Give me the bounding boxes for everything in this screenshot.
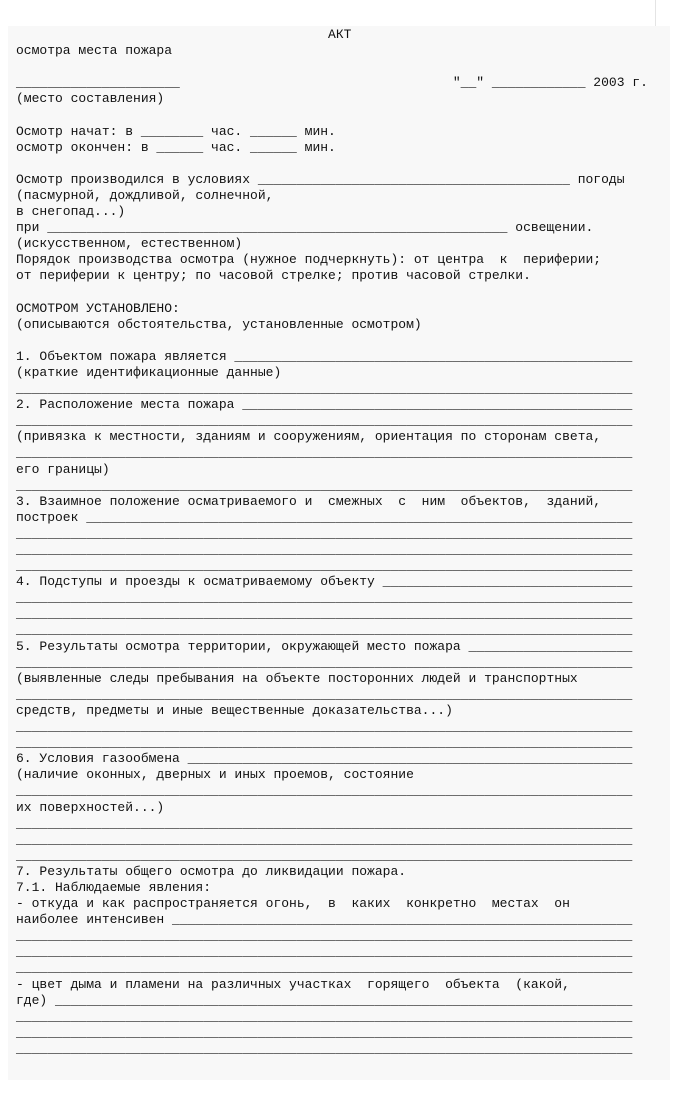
document-line: (место составления) [16,91,165,107]
document-line: _______________________________________________________________________________ [16,477,633,493]
document-line: при ___________________________________________________________ освещении. [16,220,594,236]
document-line: в снегопад...) [16,204,126,220]
document-line: Осмотр производился в условиях ________________________________________ погоды [16,171,625,187]
fire-inspection-act-form [16,27,648,1057]
document-line: _______________________________________________________________________________ [16,928,633,944]
document-line: 3. Взаимное положение осматриваемого и смежных с ним объектов, зданий, [16,493,602,509]
document-line: средств, предметы и иные вещественные доказательства...) [16,702,453,718]
document-line: _______________________________________________________________________________ [16,944,633,960]
document-line: _______________________________________________________________________________ [16,960,633,976]
document-line: _______________________________________________________________________________ [16,381,633,397]
document-line: _______________________________________________________________________________ [16,590,633,606]
document-line: (искусственном, естественном) [16,236,243,252]
document-line: (привязка к местности, зданиям и сооружениям, ориентация по сторонам света, [16,429,602,445]
document-line: _______________________________________________________________________________ [16,542,633,557]
document-line: _______________________________________________________________________________ [16,735,633,751]
document-line: _______________________________________________________________________________ [16,622,633,638]
document-line: 5. Результаты осмотра территории, окружающей место пожара _____________________ [16,638,633,654]
document-line: _______________________________________________________________________________ [16,1008,633,1024]
document-line: _______________________________________________________________________________ [16,606,633,622]
document-line: _______________________________________________________________________________ [16,847,633,863]
document-line: его границы) [16,461,110,477]
document-line: _______________________________________________________________________________ [16,783,633,799]
document-line: 7. Результаты общего осмотра до ликвидации пожара. [16,863,407,879]
document-line: 6. Условия газообмена _________________________________________________________ [16,751,633,767]
document-line: (наличие оконных, дверных и иных проемов, состояние [16,767,414,783]
document-line: осмотра места пожара [16,43,173,59]
document-line: Порядок производства осмотра (нужное подчеркнуть): от центра к периферии; [16,252,602,268]
document-line: (описываются обстоятельства, установленные осмотром) [16,316,422,332]
document-title: АКТ [16,27,352,42]
document-line: - цвет дыма и пламени на различных участках горящего объекта (какой, [16,976,570,992]
document-line: _______________________________________________________________________________ [16,719,633,735]
document-line: (выявленные следы пребывания на объекте посторонних людей и транспортных [16,670,578,686]
page-edge-divider [655,0,656,26]
document-line: _______________________________________________________________________________ [16,1040,633,1056]
document-line: _______________________________________________________________________________ [16,413,633,429]
document-line: Осмотр начат: в ________ час. ______ мин. [16,123,336,139]
document-line: 4. Подступы и проезды к осматриваемому объекту ________________________________ [16,574,633,590]
document-line: 1. Объектом пожара является ___________________________________________________ [16,348,633,364]
document-line: (краткие идентификационные данные) [16,364,282,380]
document-line: _______________________________________________________________________________ [16,1024,633,1040]
document-line: 7.1. Наблюдаемые явления: [16,879,212,895]
document-line: осмотр окончен: в ______ час. ______ мин. [16,139,336,155]
document-line: наиболее интенсивен ___________________________________________________________ [16,912,633,928]
document-line: _______________________________________________________________________________ [16,525,633,541]
document-line: их поверхностей...) [16,799,165,815]
document-line: _______________________________________________________________________________ [16,815,633,831]
document-line: _______________________________________________________________________________ [16,831,633,847]
document-line: 2. Расположение места пожара __________________________________________________ [16,397,633,413]
document-line: (пасмурной, дождливой, солнечной, [16,187,274,203]
document-line: _______________________________________________________________________________ [16,558,633,574]
document-line: _______________________________________________________________________________ [16,686,633,702]
document-line: _______________________________________________________________________________ [16,445,633,461]
document-line: от периферии к центру; по часовой стрелке; против часовой стрелки. [16,268,531,284]
document-line: _____________________ "__" ____________ 2003 г. [16,75,648,91]
document-line: где) __________________________________________________________________________ [16,992,633,1008]
document-line: ОСМОТРОМ УСТАНОВЛЕНО: [16,300,180,316]
document-line: _______________________________________________________________________________ [16,654,633,670]
document-line: - откуда и как распространяется огонь, в каких конкретно местах он [16,896,570,912]
document-line: построек ______________________________________________________________________ [16,509,633,525]
